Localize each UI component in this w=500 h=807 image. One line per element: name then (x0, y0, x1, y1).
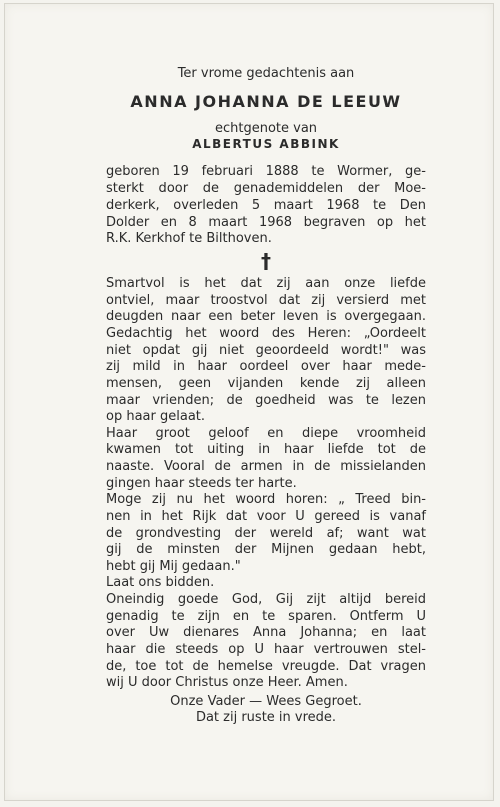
husband-name: ALBERTUS ABBINK (192, 137, 340, 151)
body-line: gij de minsten der Mijnen gedaan hebt, (106, 542, 426, 557)
body-line: naaste. Vooral de armen in de missielanden (106, 459, 426, 474)
bio-line: R.K. Kerkhof te Bilthoven. (106, 231, 272, 246)
deceased-name: ANNA JOHANNA DE LEEUW (130, 92, 402, 111)
body-line: Gedachtig het woord des Heren: „Oordeelt (106, 326, 426, 341)
bio-line: Dolder en 8 maart 1968 begraven op het (106, 215, 426, 230)
body-line: mensen, geen vijanden kende zij alleen (106, 376, 426, 391)
body-line: gingen haar steeds ter harte. (106, 476, 297, 491)
card-text (106, 0, 426, 807)
body-line: deugden naar een beter leven is overgegaan. (106, 309, 426, 324)
body-line: Smartvol is het dat zij aan onze liefde (106, 276, 426, 291)
body-line: Oneindig goede God, Gij zijt altijd bereid (106, 592, 426, 607)
bio-line: geboren 19 februari 1888 te Wormer, ge- (106, 164, 426, 179)
closing-rest: Dat zij ruste in vrede. (195, 710, 337, 725)
body-line: de grondvesting der wereld af; want wat (106, 526, 426, 541)
bio-line: sterkt door de genademiddelen der Moe- (106, 181, 426, 196)
body-line: maar vrienden; de goedheid was te lezen (106, 393, 426, 408)
body-line: wij U door Christus onze Heer. Amen. (106, 675, 348, 690)
body-line: ontviel, maar troostvol dat zij versierd met (106, 293, 426, 308)
body-line: Moge zij nu het woord horen: „ Treed bin- (106, 492, 426, 507)
bio-line: derkerk, overleden 5 maart 1968 te Den (106, 198, 426, 213)
body-line: Laat ons bidden. (106, 575, 215, 590)
closing-prayers: Onze Vader — Wees Gegroet. (170, 694, 362, 709)
body-line: op haar gelaat. (106, 409, 206, 424)
body-line: nen in het Rijk dat voor U gereed is vanaf (106, 509, 426, 524)
body-line: de, toe tot de hemelse vreugde. Dat vragen (106, 659, 426, 674)
relation-line: echtgenote van (214, 121, 318, 136)
body-line: zij mild in haar oordeel over haar mede- (106, 359, 426, 374)
cross-icon: † (261, 249, 271, 273)
body-line: kwamen tot uiting in haar liefde tot de (106, 442, 426, 457)
body-line: hebt gij Mij gedaan." (106, 559, 241, 574)
body-line: haar die steeds op U haar vertrouwen stel- (106, 642, 426, 657)
body-line: niet opdat gij niet geoordeeld wordt!" was (106, 343, 426, 358)
body-line: Haar groot geloof en diepe vroomheid (106, 426, 426, 441)
body-line: over Uw dienares Anna Johanna; en laat (106, 625, 426, 640)
intro-line: Ter vrome gedachtenis aan (177, 66, 355, 81)
body-line: genadig te zijn en te sparen. Ontferm U (106, 609, 426, 624)
